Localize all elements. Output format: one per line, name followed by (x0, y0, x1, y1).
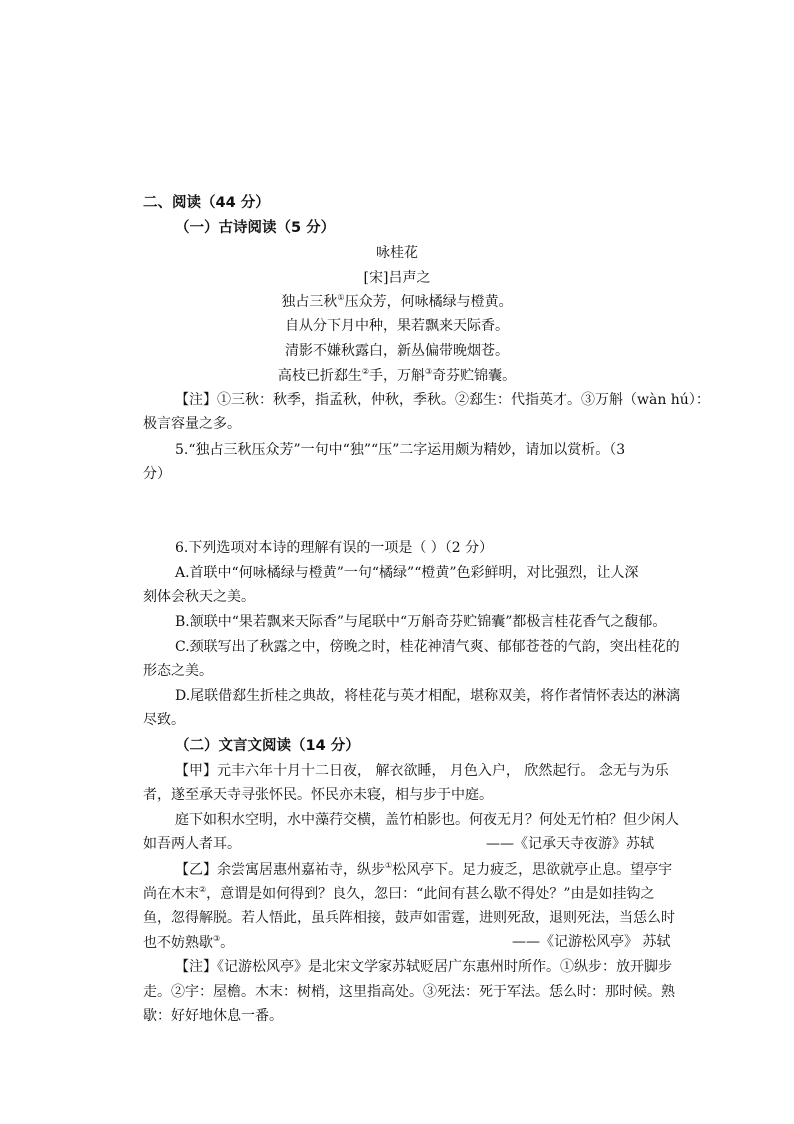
part1-heading: （一）古诗阅读（5 分） (175, 220, 336, 236)
passage-jia-source: ——《记承天寺夜游》苏轼 (486, 836, 654, 852)
poem-line-1: 独占三秋①压众芳，何咏橘绿与橙黄。 (281, 293, 513, 310)
option-d-line-2: 尽致。 (143, 712, 185, 728)
passage-jia-line-1: 【甲】元丰六年十月十二日夜， 解衣欲睡， 月色入户， 欣然起行。 念无与为乐 (175, 763, 669, 779)
poem-author: [宋]吕声之 (363, 270, 431, 286)
poem-note-line-1: 【注】①三秋：秋季，指孟秋，仲秋，季秋。②郄生：代指英才。③万斛（wàn hú）： (175, 392, 710, 408)
option-c-line-2: 形态之美。 (143, 663, 213, 679)
poem-line-3: 清影不嫌秋露白，新丛偏带晚烟苍。 (285, 343, 509, 359)
passage-yi-line-2: 尚在木末②，意谓是如何得到？良久，忽曰：“此间有甚么歇不得处？”由是如挂钩之 (143, 885, 655, 902)
question-5-line-2: 分） (143, 466, 171, 482)
passage-jia-line-2: 者，遂至承天寺寻张怀民。怀民亦未寝，相与步于中庭。 (143, 787, 493, 803)
question-6: 6.下列选项对本诗的理解有误的一项是（ ）（2 分） (175, 540, 494, 556)
section-heading: 二、阅读（44 分） (143, 195, 270, 211)
option-a-line-2: 刻体会秋天之美。 (143, 589, 255, 605)
passage-jia-line-3: 庭下如积水空明，水中藻荇交横，盖竹柏影也。何夜无月？何处无竹柏？但少闲人 (175, 812, 679, 828)
passage-note-line-1: 【注】《记游松风亭》是北宋文学家苏轼贬居广东惠州时所作。①纵步：放开脚步 (175, 959, 672, 975)
passage-yi-line-1: 【乙】余尝寓居惠州嘉祐寺，纵步①松风亭下。足力疲乏，思欲就亭止息。望亭宇 (175, 861, 673, 878)
part2-heading: （二）文言文阅读（14 分） (175, 738, 360, 754)
option-b: B.颔联中“果若飘来天际香”与尾联中“万斛奇芬贮锦囊”都极言桂花香气之馥郁。 (175, 614, 667, 630)
passage-yi-source: ——《记游松风亭》 苏轼 (512, 934, 671, 950)
poem-line-4: 高枝已折郄生②手，万斛③奇芬贮锦囊。 (277, 367, 517, 384)
poem-title: 咏桂花 (376, 245, 418, 261)
option-a-line-1: A.首联中“何咏橘绿与橙黄”一句“橘绿”“橙黄”色彩鲜明，对比强烈，让人深 (175, 565, 639, 581)
passage-jia-line-4: 如吾两人者耳。 (143, 836, 241, 852)
passage-yi-line-4: 也不妨熟歇③。 (143, 934, 235, 951)
option-c-line-1: C.颈联写出了秋露之中，傍晚之时，桂花神清气爽、郁郁苍苍的气韵，突出桂花的 (175, 639, 680, 655)
passage-note-line-3: 歇：好好地休息一番。 (143, 1008, 283, 1024)
question-5-line-1: 5.“独占三秋压众芳”一句中“独”“压”二字运用颇为精妙，请加以赏析。（3 (175, 442, 626, 458)
option-d-line-1: D.尾联借郄生折桂之典故，将桂花与英才相配，堪称双美，将作者情怀表达的淋漓 (175, 688, 681, 704)
poem-note-line-2: 极言容量之多。 (143, 416, 241, 432)
poem-line-2: 自从分下月中种，果若飘来天际香。 (285, 318, 509, 334)
passage-yi-line-3: 鱼，忽得解脱。若人悟此，虽兵阵相接，鼓声如雷霆，进则死敌，退则死法，当恁么时 (143, 910, 675, 926)
passage-note-line-2: 走。②宇：屋檐。木末：树梢，这里指高处。③死法：死于军法。恁么时：那时候。熟 (143, 984, 675, 1000)
